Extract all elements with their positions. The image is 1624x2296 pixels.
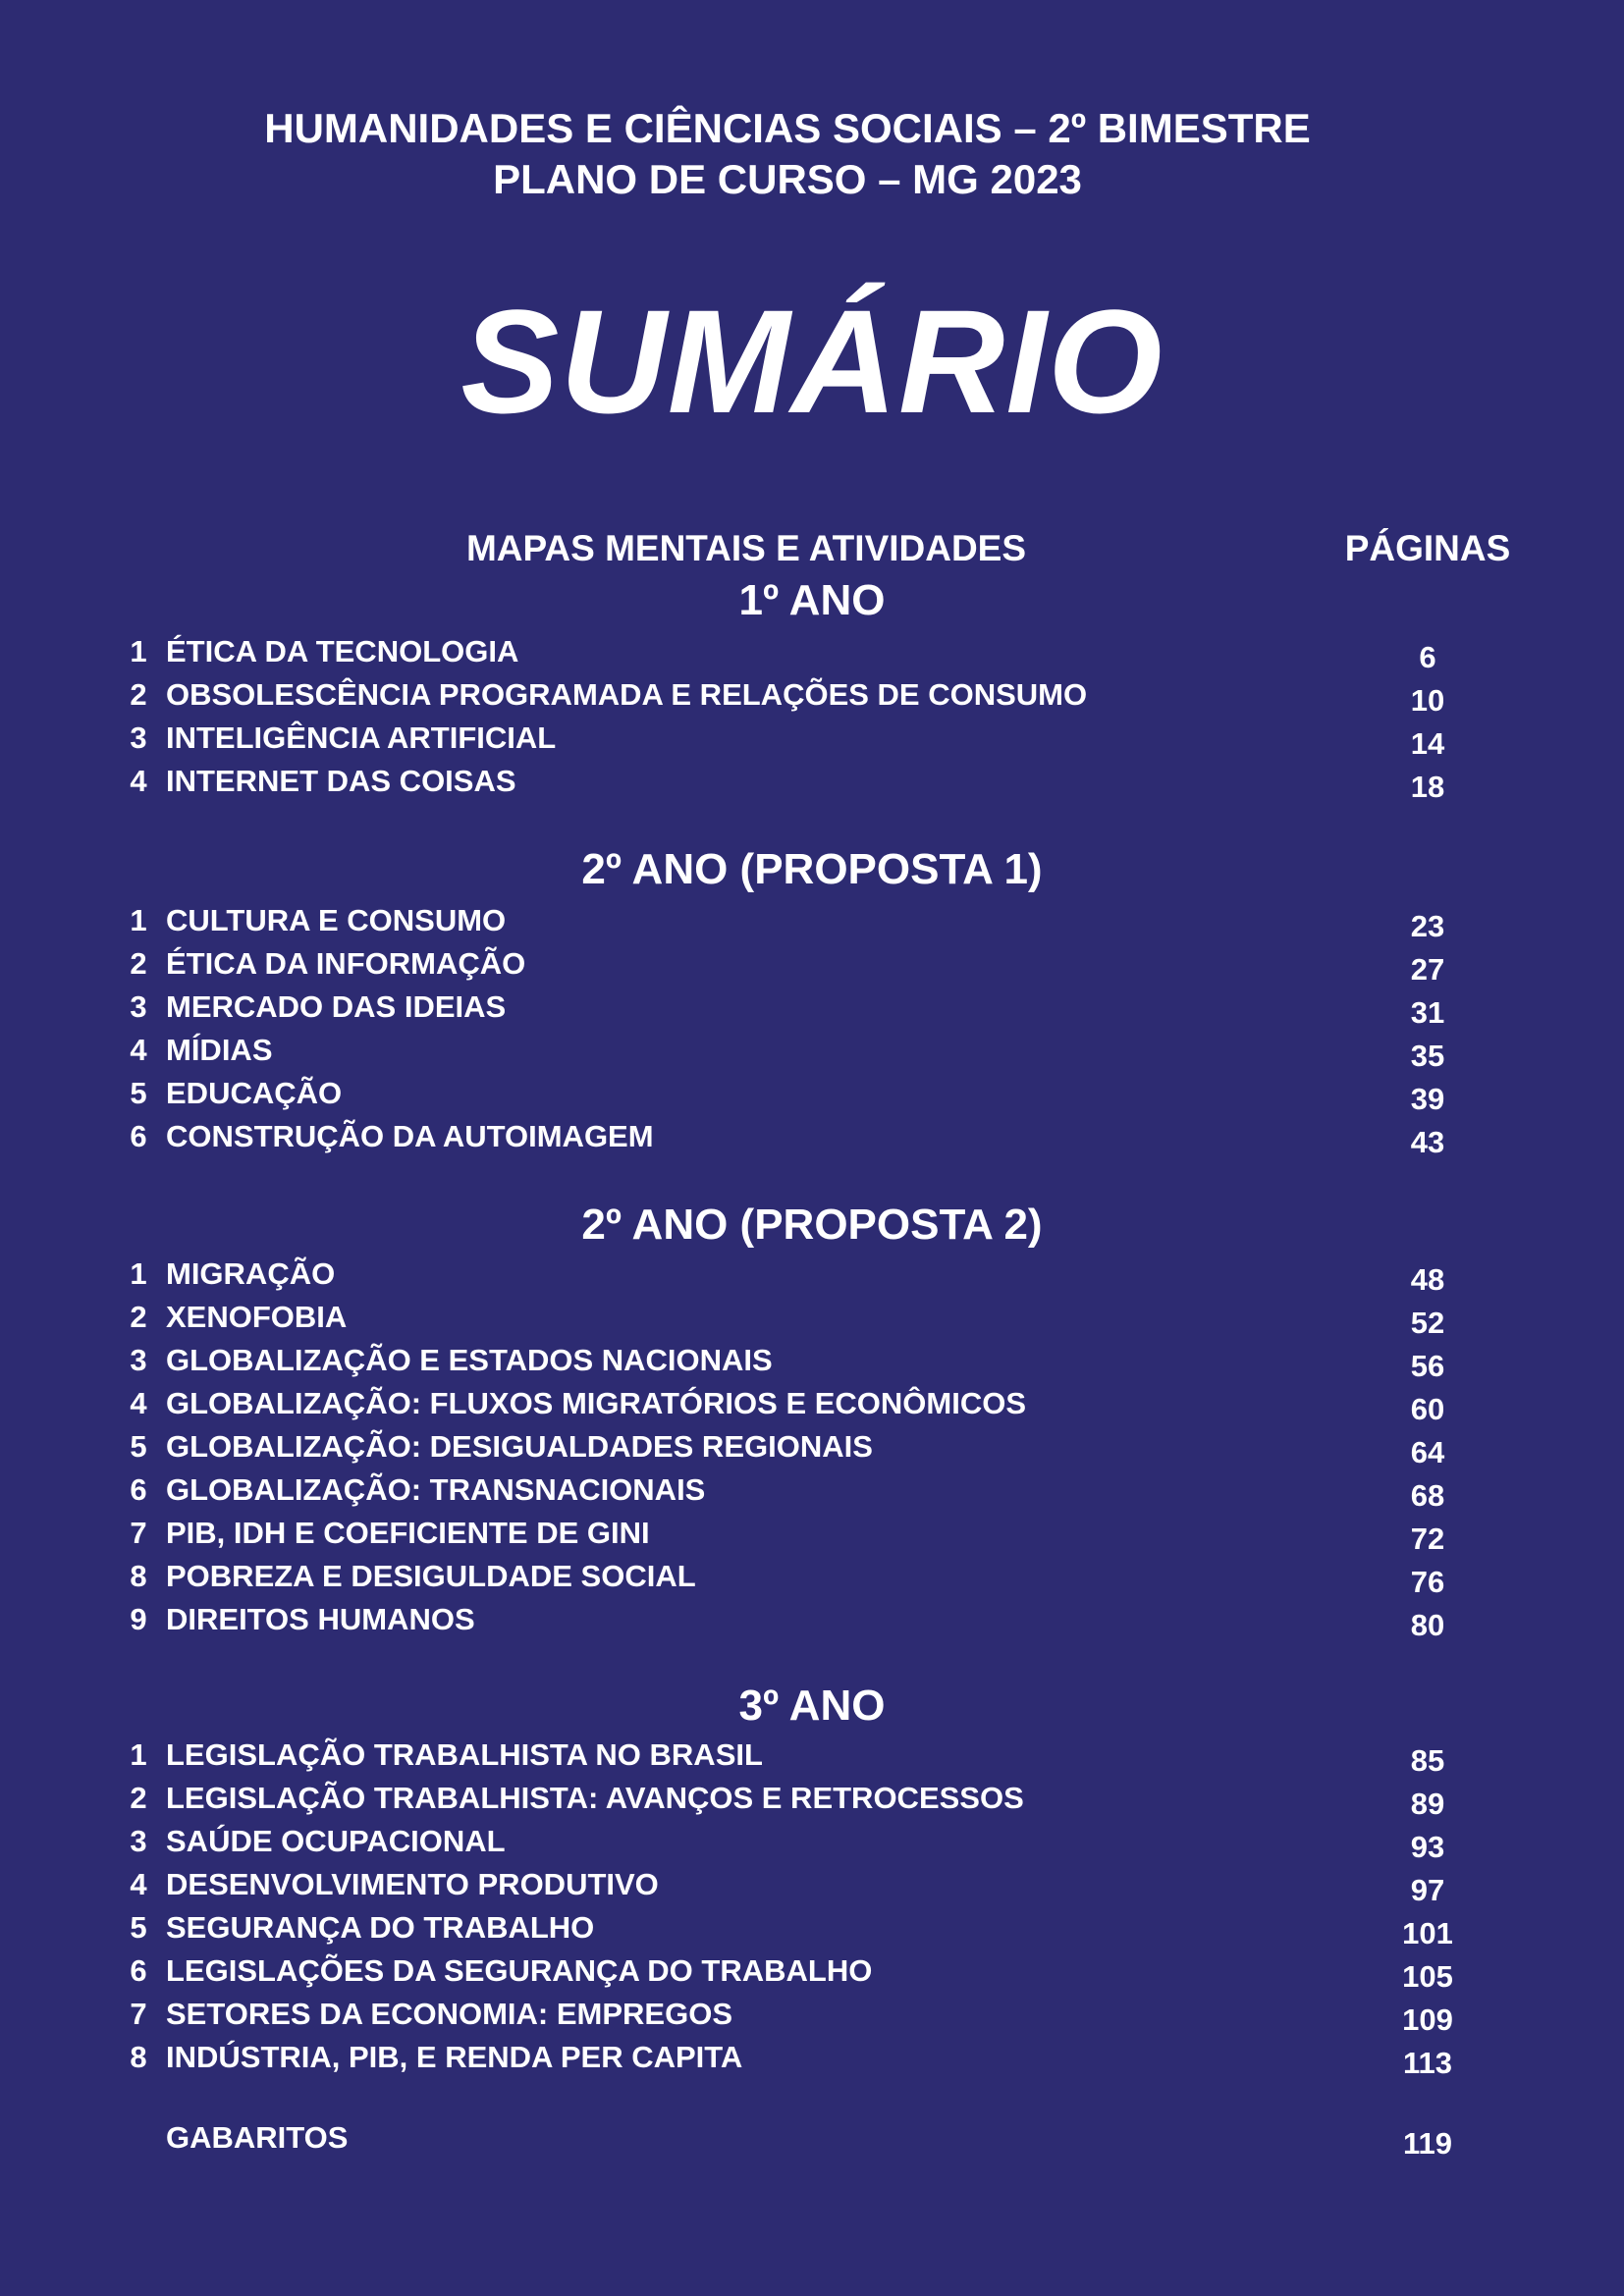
- toc-row[interactable]: [0, 1031, 1624, 1074]
- toc-row-page: 39: [1410, 1082, 1445, 1116]
- answers-label: GABARITOS: [166, 2120, 349, 2155]
- toc-row-label: GLOBALIZAÇÃO E ESTADOS NACIONAIS: [166, 1343, 773, 1377]
- toc-row-page: 68: [1410, 1478, 1445, 1513]
- header-line-2: PLANO DE CURSO – MG 2023: [493, 156, 1082, 202]
- toc-row-label: SETORES DA ECONOMIA: EMPREGOS: [166, 1997, 733, 2031]
- toc-row-label: PIB, IDH E COEFICIENTE DE GINI: [166, 1516, 650, 1550]
- toc-row-number: 1: [130, 903, 147, 937]
- toc-row-label: SAÚDE OCUPACIONAL: [166, 1824, 506, 1858]
- toc-row-number: 7: [130, 1516, 147, 1550]
- toc-row-number: 8: [130, 1559, 147, 1593]
- toc-row[interactable]: [0, 1470, 1624, 1514]
- toc-row[interactable]: [0, 1995, 1624, 2038]
- toc-row-number: 2: [130, 1781, 147, 1815]
- toc-row-number: 4: [130, 1033, 147, 1067]
- toc-row[interactable]: [0, 719, 1624, 762]
- toc-row-number: 2: [130, 677, 147, 712]
- toc-row-label: INTERNET DAS COISAS: [166, 764, 516, 798]
- toc-row-page: 10: [1410, 683, 1445, 718]
- toc-row[interactable]: [0, 1298, 1624, 1341]
- toc-row-number: 2: [130, 946, 147, 981]
- toc-row[interactable]: [0, 944, 1624, 988]
- toc-row[interactable]: [0, 1822, 1624, 1865]
- toc-row-answers[interactable]: [0, 2118, 1624, 2162]
- toc-row-number: 1: [130, 634, 147, 668]
- toc-row-page: 64: [1410, 1435, 1445, 1469]
- toc-row[interactable]: [0, 1600, 1624, 1643]
- toc-row-label: GLOBALIZAÇÃO: DESIGUALDADES REGIONAIS: [166, 1429, 873, 1464]
- toc-row-page: 14: [1410, 726, 1445, 761]
- toc-row-label: CULTURA E CONSUMO: [166, 903, 507, 937]
- toc-row-number: 7: [130, 1997, 147, 2031]
- toc-row-page: 72: [1410, 1522, 1445, 1556]
- toc-row-label: ÉTICA DA TECNOLOGIA: [166, 634, 519, 668]
- toc-row-label: MERCADO DAS IDEIAS: [166, 989, 507, 1024]
- toc-row-page: 89: [1410, 1787, 1445, 1821]
- toc-row-page: 80: [1410, 1608, 1445, 1642]
- toc-row-page: 48: [1410, 1262, 1445, 1297]
- toc-row-number: 5: [130, 1429, 147, 1464]
- toc-row[interactable]: [0, 2038, 1624, 2081]
- page-title: SUMÁRIO: [460, 279, 1164, 444]
- toc-row[interactable]: [0, 1779, 1624, 1822]
- toc-row-page: 60: [1410, 1392, 1445, 1426]
- toc-row-page: 35: [1410, 1039, 1445, 1073]
- section-title-2-ano-proposta-1: 2º ANO (PROPOSTA 1): [581, 845, 1043, 893]
- toc-row-page: 76: [1410, 1565, 1445, 1599]
- toc-row-page: 97: [1410, 1873, 1445, 1907]
- toc-row-label: LEGISLAÇÃO TRABALHISTA: AVANÇOS E RETROCESSOS: [166, 1781, 1024, 1815]
- toc-row-page: 109: [1402, 2002, 1453, 2037]
- toc-row-label: DESENVOLVIMENTO PRODUTIVO: [166, 1867, 659, 1901]
- toc-row-label: GLOBALIZAÇÃO: FLUXOS MIGRATÓRIOS E ECONÔMICOS: [166, 1386, 1027, 1420]
- toc-row-page: 85: [1410, 1743, 1445, 1778]
- toc-row-number: 1: [130, 1737, 147, 1772]
- toc-row-page: 6: [1419, 640, 1436, 674]
- toc-row-label: INTELIGÊNCIA ARTIFICIAL: [166, 721, 557, 755]
- toc-row-number: 6: [130, 1119, 147, 1153]
- section-title-3-ano: 3º ANO: [738, 1682, 886, 1730]
- toc-row[interactable]: [0, 675, 1624, 719]
- toc-row[interactable]: [0, 1255, 1624, 1298]
- document-header: [0, 103, 1575, 205]
- toc-row-label: SEGURANÇA DO TRABALHO: [166, 1910, 595, 1945]
- toc-row[interactable]: [0, 632, 1624, 675]
- toc-row[interactable]: [0, 988, 1624, 1031]
- toc-row[interactable]: [0, 1384, 1624, 1427]
- toc-row[interactable]: [0, 1341, 1624, 1384]
- toc-row[interactable]: [0, 762, 1624, 805]
- toc-row-number: 5: [130, 1076, 147, 1110]
- toc-row-number: 3: [130, 1343, 147, 1377]
- toc-row[interactable]: [0, 901, 1624, 944]
- toc-row-number: 6: [130, 1472, 147, 1507]
- toc-row-number: 4: [130, 764, 147, 798]
- answers-page: 119: [1402, 2126, 1452, 2161]
- toc-row-number: 6: [130, 1953, 147, 1988]
- column-header-pages: PÁGINAS: [1344, 528, 1511, 568]
- toc-row-page: 105: [1402, 1959, 1453, 1994]
- toc-row-page: 23: [1410, 909, 1445, 943]
- toc-row-page: 18: [1410, 770, 1445, 804]
- toc-row-number: 1: [130, 1256, 147, 1291]
- toc-row[interactable]: [0, 1908, 1624, 1951]
- toc-row-label: ÉTICA DA INFORMAÇÃO: [166, 946, 526, 981]
- toc-row-label: DIREITOS HUMANOS: [166, 1602, 475, 1636]
- toc-row-label: INDÚSTRIA, PIB, E RENDA PER CAPITA: [166, 2040, 743, 2074]
- toc-row-number: 9: [130, 1602, 147, 1636]
- toc-row-page: 52: [1410, 1306, 1445, 1340]
- toc-row[interactable]: [0, 1557, 1624, 1600]
- toc-row-number: 4: [130, 1386, 147, 1420]
- toc-row-label: MÍDIAS: [166, 1033, 273, 1067]
- toc-row[interactable]: [0, 1951, 1624, 1995]
- toc-row-page: 56: [1410, 1349, 1445, 1383]
- toc-row-number: 3: [130, 989, 147, 1024]
- toc-row-label: LEGISLAÇÃO TRABALHISTA NO BRASIL: [166, 1737, 763, 1772]
- toc-row[interactable]: [0, 1427, 1624, 1470]
- toc-row-page: 43: [1410, 1125, 1445, 1159]
- toc-row[interactable]: [0, 1514, 1624, 1557]
- toc-row-number: 5: [130, 1910, 147, 1945]
- toc-row-number: 2: [130, 1300, 147, 1334]
- header-line-1: HUMANIDADES E CIÊNCIAS SOCIAIS – 2º BIMESTRE: [264, 105, 1311, 151]
- toc-row-page: 31: [1410, 995, 1445, 1030]
- toc-row-label: CONSTRUÇÃO DA AUTOIMAGEM: [166, 1119, 654, 1153]
- toc-row[interactable]: [0, 1735, 1624, 1779]
- toc-row-label: EDUCAÇÃO: [166, 1076, 343, 1110]
- toc-row-number: 8: [130, 2040, 147, 2074]
- toc-row-label: POBREZA E DESIGULDADE SOCIAL: [166, 1559, 696, 1593]
- toc-row[interactable]: [0, 1117, 1624, 1160]
- section-title-2-ano-proposta-2: 2º ANO (PROPOSTA 2): [581, 1201, 1043, 1249]
- toc-row-label: LEGISLAÇÕES DA SEGURANÇA DO TRABALHO: [166, 1953, 873, 1988]
- section-title-1-ano: 1º ANO: [738, 576, 886, 624]
- toc-row-page: 101: [1402, 1916, 1453, 1950]
- toc-row-number: 4: [130, 1867, 147, 1901]
- toc-row-label: MIGRAÇÃO: [166, 1256, 336, 1291]
- toc-row-page: 113: [1402, 2046, 1452, 2080]
- toc-row-page: 93: [1410, 1830, 1445, 1864]
- toc-row-number: 3: [130, 721, 147, 755]
- toc-row-label: OBSOLESCÊNCIA PROGRAMADA E RELAÇÕES DE CONSUMO: [166, 677, 1088, 712]
- column-header-activities: MAPAS MENTAIS E ATIVIDADES: [465, 528, 1027, 568]
- toc-row-page: 27: [1410, 952, 1445, 987]
- toc-row-label: XENOFOBIA: [166, 1300, 348, 1334]
- toc-row[interactable]: [0, 1074, 1624, 1117]
- toc-row-label: GLOBALIZAÇÃO: TRANSNACIONAIS: [166, 1472, 706, 1507]
- toc-row-number: 3: [130, 1824, 147, 1858]
- toc-row[interactable]: [0, 1865, 1624, 1908]
